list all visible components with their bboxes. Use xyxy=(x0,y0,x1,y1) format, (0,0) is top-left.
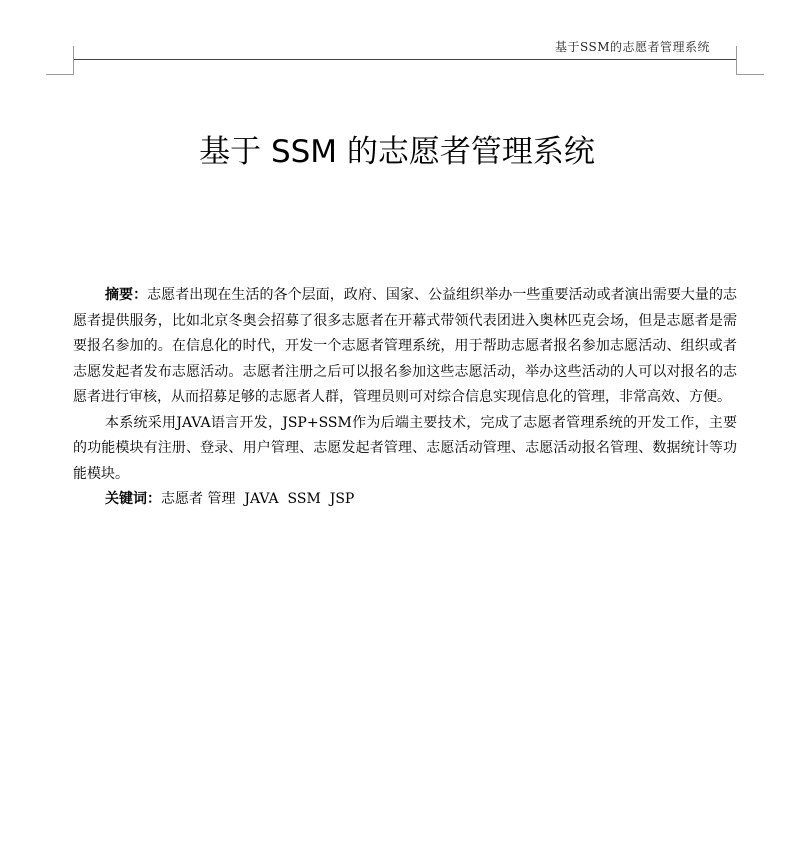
abstract-section xyxy=(73,283,737,513)
keywords-label: 关键词： xyxy=(105,491,161,507)
header-rule xyxy=(73,59,736,60)
crop-mark-top-right xyxy=(736,74,764,75)
page-title: 基于 SSM 的志愿者管理系统 xyxy=(199,134,595,170)
abstract-label: 摘要： xyxy=(105,287,148,303)
abstract-paragraph-2: 本系统采用JAVA语言开发，JSP+SSM作为后端主要技术，完成了志愿者管理系统的开发工作，主要的功能模块有注册、登录、用户管理、志愿发起者管理、志愿活动管理、志愿活动报名管理、数据统计等功能模块。 xyxy=(73,414,737,482)
abstract-text: 志愿者出现在生活的各个层面，政府、国家、公益组织举办一些重要活动或者演出需要大量的志愿者提供服务，比如北京冬奥会招募了很多志愿者在开幕式带领代表团进入奥林匹克会场，但是志愿者是需要报名参加的。在信息化的时代，开发一个志愿者管理系统，用于帮助志愿者报名参加志愿活动、组织或者志愿发起者发布志愿活动。志愿者注册之后可以报名参加这些志愿活动，举办这些活动的人可以对报名的志愿者进行审核，从而招募足够的志愿者人群，管理员则可对综合信息实现信息化的管理，非常高效、方便。 xyxy=(73,287,738,405)
keywords-text: 志愿者 管理 JAVA SSM JSP xyxy=(161,491,355,507)
keywords-line xyxy=(73,487,737,513)
abstract-paragraph xyxy=(73,283,737,411)
crop-mark-top-left xyxy=(73,46,74,74)
crop-mark-top-left xyxy=(46,74,74,75)
running-header: 基于SSM的志愿者管理系统 xyxy=(554,40,710,54)
crop-mark-top-right xyxy=(736,46,737,74)
